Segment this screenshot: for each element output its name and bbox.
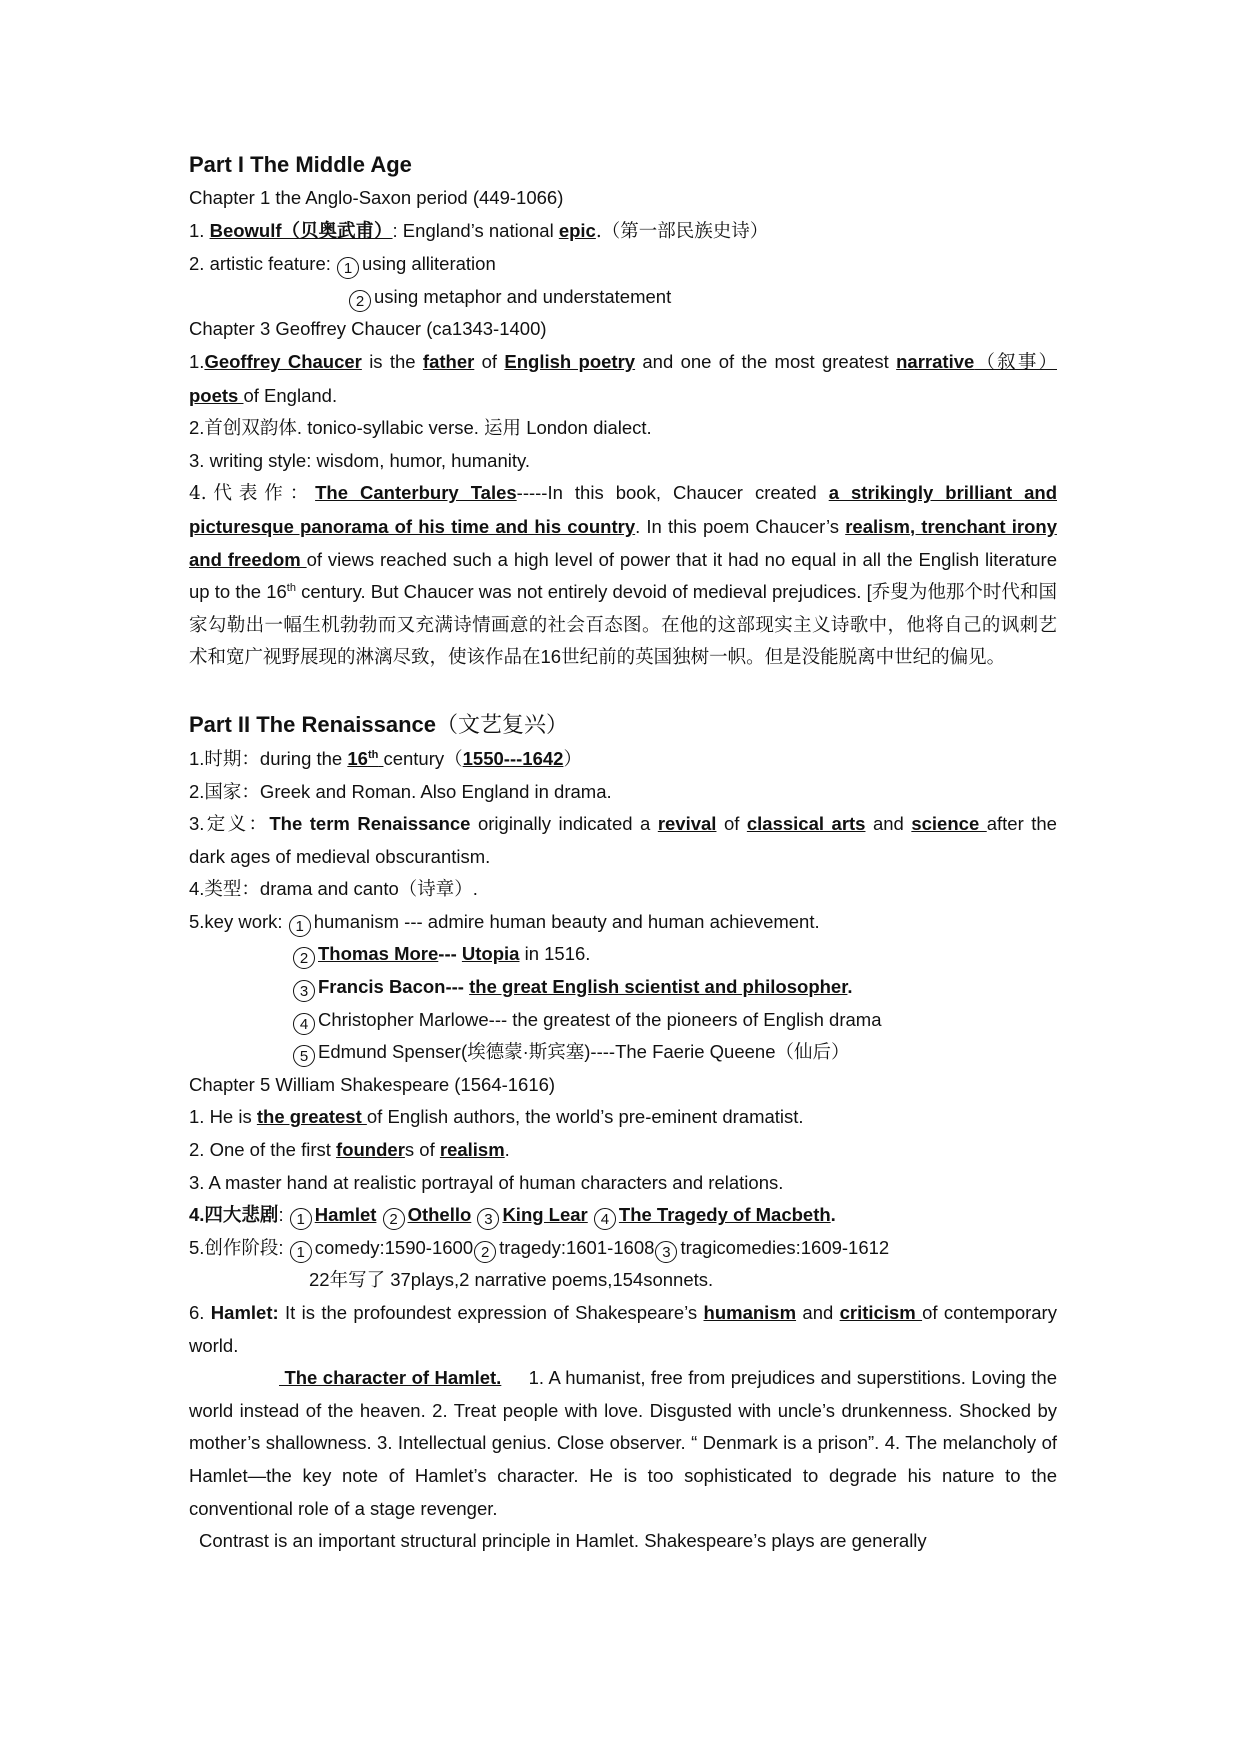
- othello-title: Othello: [407, 1204, 472, 1226]
- realism-phrase: realism, trenchant irony and freedom: [189, 515, 1057, 570]
- contrast-line: Contrast is an important structural principle in Hamlet. Shakespeare’s plays are generally: [199, 1530, 927, 1552]
- text: 2. artistic feature:: [189, 253, 337, 275]
- text: .: [847, 976, 853, 998]
- text: using alliteration: [362, 253, 496, 275]
- text: 1. A humanist, free from prejudices and superstitions. Loving the world instead of the heaven. 2. Treat people with love. Disgusted with uncle’s drunkenness. Shocked by mother’s shallowness. 3. Intellectual genius. Close observer. “ Denmark is a prison”. 4. The melancholy of Hamlet—the key note of Hamlet’s character. He is too sophisticated to degrade his nature to the conventional role of a stage revenger.: [189, 1367, 1057, 1519]
- item-number: 1.: [189, 350, 205, 372]
- document-page: [189, 148, 1057, 1558]
- hamlet-term: Hamlet:: [210, 1302, 279, 1323]
- text: comedy:1590-1600: [314, 1236, 474, 1258]
- renaissance-definition: [189, 808, 1057, 873]
- text: : England’s national: [392, 219, 559, 241]
- science-term: science: [911, 813, 987, 835]
- father-term: father: [422, 350, 475, 372]
- circled-number: 2: [383, 1208, 405, 1230]
- text: 5.key work:: [189, 910, 288, 932]
- text: after the dark ages of medieval obscurantism.: [189, 813, 1057, 867]
- text: using metaphor and understatement: [374, 285, 672, 307]
- chapter3-title: Chapter 3 Geoffrey Chaucer (ca1343-1400): [189, 318, 547, 340]
- renaissance-type-line: 4.类型：drama and canto（诗章）.: [189, 878, 478, 900]
- text: Part II The Renaissance: [189, 711, 436, 737]
- artistic-feature-line: [189, 248, 1057, 281]
- circled-number: 2: [293, 947, 315, 969]
- text: ---: [438, 943, 462, 965]
- hamlet-paragraph: [189, 1297, 1057, 1362]
- text: humanism --- admire human beauty and human achievement.: [313, 910, 820, 932]
- text: century. But Chaucer was not entirely devoid of medieval prejudices. [乔叟为他那个时代和国家勾勒出一幅生机勃勃而又充满诗情画意的社会百态图。在他的这部现实主义诗歌中，他将自己的讽刺艺术和宽广视野展现的淋漓尽致，使该作品在16世纪前的英国独树一帜。但是没能脱离中世纪的偏见。: [189, 581, 1057, 668]
- circled-number: 3: [477, 1208, 499, 1230]
- narrative-term: narrative: [896, 350, 975, 372]
- text: and: [796, 1302, 840, 1323]
- text: 1.时期：during the: [189, 747, 348, 769]
- hamlet-title: Hamlet: [314, 1204, 377, 1226]
- text: .: [830, 1204, 836, 1226]
- circled-number: 4: [594, 1208, 616, 1230]
- key-work-line-3: [189, 971, 1057, 1004]
- text: of views reached such a high level of power that it had no equal in all the English literature up to the 16: [189, 548, 1057, 603]
- utopia-term: Utopia: [461, 943, 520, 965]
- revival-term: revival: [657, 813, 717, 835]
- shakespeare-item-3: 3. A master hand at realistic portrayal of human characters and relations.: [189, 1171, 784, 1193]
- text: 6.: [189, 1302, 211, 1323]
- text: of English authors, the world’s pre-eminent dramatist.: [366, 1106, 804, 1128]
- king-lear-title: King Lear: [502, 1204, 588, 1226]
- part2-heading: [189, 708, 1057, 743]
- item-label: 4.代表作：: [189, 483, 316, 505]
- narrative-chinese: （叙事）: [974, 351, 1057, 373]
- circled-number: 3: [655, 1241, 677, 1263]
- text: （文艺复兴）: [436, 712, 569, 738]
- key-work-line-5: [189, 1036, 1057, 1069]
- founder-term: founder: [336, 1139, 405, 1161]
- text: It is the profoundest expression of Shakespeare’s: [278, 1302, 704, 1323]
- greatest-term: the greatest: [256, 1106, 367, 1128]
- text: of: [716, 813, 747, 835]
- text: s of: [404, 1139, 440, 1161]
- hamlet-character-paragraph: [189, 1362, 1057, 1525]
- circled-number: 4: [293, 1013, 315, 1035]
- text: -----In this book, Chaucer created: [516, 482, 829, 504]
- scientist-phrase: the great English scientist and philosopher: [469, 976, 848, 998]
- text: tragedy:1601-1608: [499, 1236, 655, 1258]
- text: 3.定义：: [189, 813, 270, 835]
- text: century（: [383, 747, 463, 769]
- text: 1. He is: [189, 1106, 257, 1128]
- text: .（第一部民族史诗）: [595, 220, 769, 242]
- chaucer-item-2: 2.首创双韵体. tonico-syllabic verse. 运用 London dialect.: [189, 417, 652, 439]
- shakespeare-item-1: [189, 1101, 1057, 1134]
- text: . In this poem Chaucer’s: [635, 515, 846, 537]
- text: Christopher Marlowe--- the greatest of the pioneers of English drama: [318, 1008, 882, 1030]
- renaissance-term: The term Renaissance: [269, 813, 471, 835]
- circled-number: 3: [293, 980, 315, 1002]
- macbeth-title: The Tragedy of Macbeth: [618, 1204, 831, 1226]
- text: 5.创作阶段:: [189, 1236, 289, 1258]
- sixteenth-term: 16th: [347, 747, 379, 769]
- text: Edmund Spenser(埃德蒙·斯宾塞)----The Faerie Queene（仙后）: [318, 1041, 850, 1063]
- artistic-feature-line-2: [189, 281, 1057, 314]
- text: is the: [361, 350, 423, 372]
- years-term: 1550---1642: [462, 747, 564, 769]
- poets-term: poets: [189, 384, 244, 406]
- chaucer-item-3: 3. writing style: wisdom, humor, humanity.: [189, 449, 531, 471]
- circled-number: 2: [349, 290, 371, 312]
- text: ）: [563, 747, 582, 769]
- text: tragicomedies:1609-1612: [680, 1236, 890, 1258]
- beowulf-term: Beowulf（贝奥武甫）: [209, 219, 393, 241]
- renaissance-period-line: [189, 743, 1057, 776]
- circled-number: 1: [290, 1208, 312, 1230]
- renaissance-country-line: 2.国家：Greek and Roman. Also England in drama.: [189, 780, 612, 802]
- key-work-line-4: [189, 1004, 1057, 1037]
- four-tragedies-line: [189, 1199, 1057, 1232]
- part1-heading: Part I The Middle Age: [189, 152, 412, 177]
- criticism-term: criticism: [839, 1302, 923, 1323]
- key-work-line-2: [189, 938, 1057, 971]
- circled-number: 5: [293, 1045, 315, 1067]
- thomas-more-term: Thomas More: [318, 943, 439, 965]
- tragedies-label: 4.四大悲剧: [189, 1204, 279, 1226]
- english-poetry-term: English poetry: [504, 350, 636, 372]
- text: of: [474, 350, 505, 372]
- beowulf-line: [189, 215, 1057, 249]
- humanism-term: humanism: [703, 1302, 797, 1323]
- circled-number: 1: [337, 257, 359, 279]
- epic-term: epic: [558, 219, 596, 241]
- creation-stages-line-2: 22年写了 37plays,2 narrative poems,154sonnets.: [309, 1269, 714, 1291]
- key-work-line-1: [189, 906, 1057, 939]
- chaucer-paragraph-4: [189, 477, 1057, 674]
- text: 2. One of the first: [189, 1139, 337, 1161]
- classical-arts-term: classical arts: [746, 813, 866, 835]
- shakespeare-item-2: [189, 1134, 1057, 1167]
- canterbury-tales-term: The Canterbury Tales: [315, 482, 517, 504]
- text: originally indicated a: [470, 813, 658, 835]
- panorama-phrase: a strikingly brilliant and picturesque panorama of his time and his country: [189, 482, 1058, 537]
- character-heading: The character of Hamlet.: [279, 1367, 502, 1389]
- francis-bacon-term: Francis Bacon---: [318, 976, 470, 998]
- superscript: th: [286, 581, 296, 594]
- realism-term: realism: [439, 1139, 505, 1161]
- text: :: [278, 1204, 289, 1226]
- text: of England.: [243, 384, 338, 406]
- text: in 1516.: [519, 943, 591, 965]
- chapter1-title: Chapter 1 the Anglo-Saxon period (449-1066): [189, 187, 564, 208]
- item-number: 1.: [189, 219, 210, 241]
- circled-number: 1: [289, 915, 311, 937]
- circled-number: 1: [290, 1241, 312, 1263]
- creation-stages-line: [189, 1232, 1057, 1265]
- text: of contemporary world.: [189, 1302, 1057, 1356]
- text: and one of the most greatest: [635, 350, 897, 372]
- chaucer-paragraph-1: [189, 346, 1057, 412]
- chaucer-term: Geoffrey Chaucer: [204, 350, 362, 372]
- circled-number: 2: [474, 1241, 496, 1263]
- chapter5-title: Chapter 5 William Shakespeare (1564-1616): [189, 1073, 556, 1095]
- text: and: [865, 813, 912, 835]
- text: .: [504, 1139, 510, 1161]
